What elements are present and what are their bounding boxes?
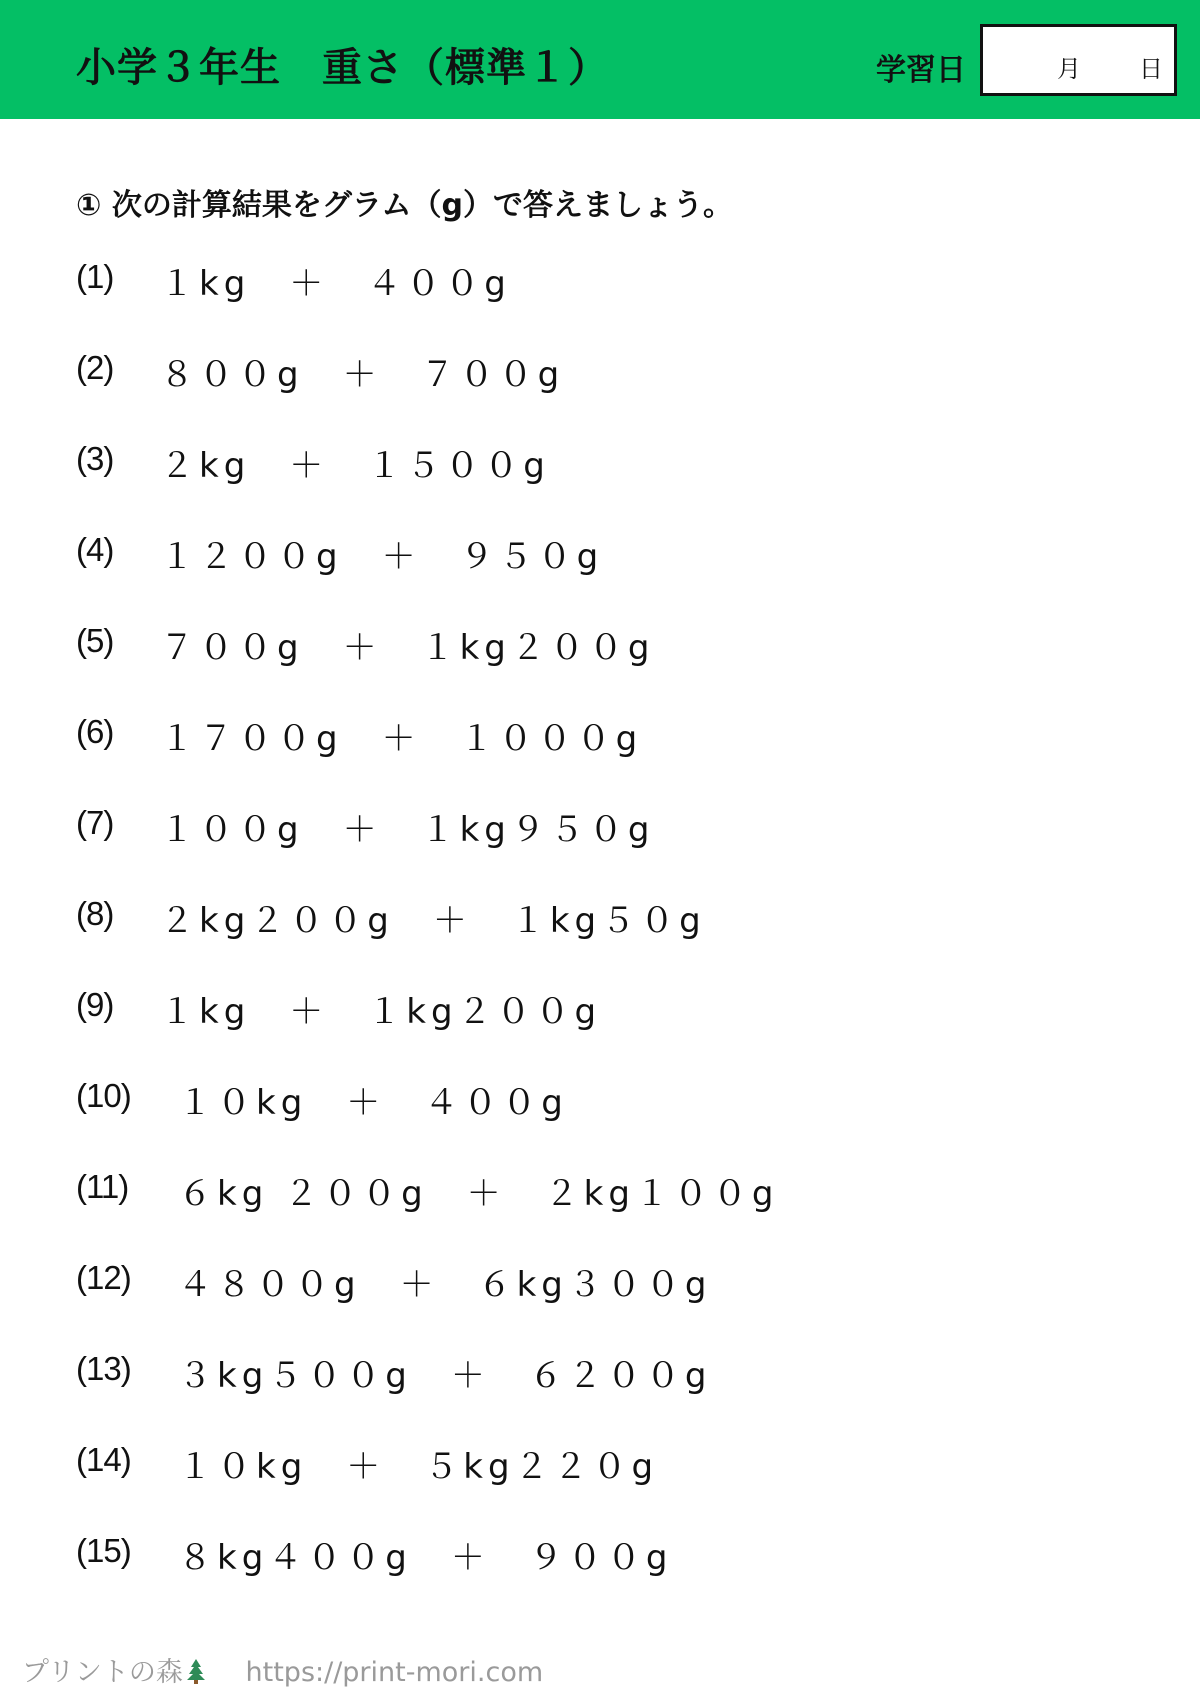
problem-item: [76, 804, 1176, 895]
month-label: 月: [1057, 55, 1081, 83]
problem-number: (4): [76, 531, 114, 568]
problem-expression: １２００g ＋ ９５０g: [160, 537, 604, 577]
problem-expression: ２kg２００g ＋ １kg５０g: [160, 901, 706, 941]
problem-number: (13): [76, 1350, 131, 1387]
problem-number: (9): [76, 986, 114, 1023]
problem-expression: １７００g ＋ １０００g: [160, 719, 643, 759]
problem-item: [76, 349, 1176, 440]
problem-expression: ６kg ２００g ＋ ２kg１００g: [178, 1174, 779, 1214]
problem-number: (3): [76, 440, 114, 477]
problem-number: (14): [76, 1441, 131, 1478]
problem-item: [76, 1077, 1176, 1168]
problem-expression: ３kg５００g ＋ ６２００g: [178, 1356, 712, 1396]
problem-expression: ８kg４００g ＋ ９００g: [178, 1538, 673, 1578]
problem-item: [76, 1350, 1176, 1441]
problem-expression: ８００g ＋ ７００g: [160, 355, 565, 395]
problem-expression: １kg ＋ ４００g: [160, 264, 511, 304]
problem-expression: ２kg ＋ １５００g: [160, 446, 550, 486]
problem-item: [76, 622, 1176, 713]
problem-item: [76, 258, 1176, 349]
study-date-label: 学習日: [876, 53, 966, 88]
page-title: 小学３年生 重さ（標準１）: [76, 45, 609, 91]
problem-number: (2): [76, 349, 114, 386]
footer: [22, 1650, 543, 1689]
problem-number: (11): [76, 1168, 129, 1205]
problem-expression: １kg ＋ １kg２００g: [160, 992, 602, 1032]
problem-item: [76, 1441, 1176, 1532]
problem-item: [76, 895, 1176, 986]
problem-item: [76, 1532, 1176, 1623]
problem-number: (5): [76, 622, 114, 659]
site-name: プリントの森: [22, 1657, 183, 1688]
study-date-box: [980, 24, 1177, 96]
problem-list: [76, 258, 1176, 1623]
header-bar: [0, 0, 1200, 119]
problem-number: (8): [76, 895, 114, 932]
problem-item: [76, 1259, 1176, 1350]
problem-number: (15): [76, 1532, 131, 1569]
problem-number: (6): [76, 713, 114, 750]
problem-item: [76, 440, 1176, 531]
problem-expression: ７００g ＋ １kg２００g: [160, 628, 655, 668]
instruction-text: ① 次の計算結果をグラム（g）で答えましょう。: [76, 188, 734, 223]
problem-expression: １０kg ＋ ５kg２２０g: [178, 1447, 659, 1487]
day-label: 日: [1139, 55, 1163, 83]
problem-number: (10): [76, 1077, 131, 1114]
problem-expression: １００g ＋ １kg９５０g: [160, 810, 655, 850]
problem-item: [76, 713, 1176, 804]
problem-item: [76, 986, 1176, 1077]
site-url[interactable]: https://print-mori.com: [245, 1657, 544, 1688]
problem-expression: ４８００g ＋ ６kg３００g: [178, 1265, 712, 1305]
problem-item: [76, 531, 1176, 622]
tree-icon: [185, 1658, 207, 1684]
problem-number: (1): [76, 258, 114, 295]
problem-item: [76, 1168, 1176, 1259]
problem-number: (7): [76, 804, 114, 841]
problem-expression: １０kg ＋ ４００g: [178, 1083, 568, 1123]
problem-number: (12): [76, 1259, 131, 1296]
